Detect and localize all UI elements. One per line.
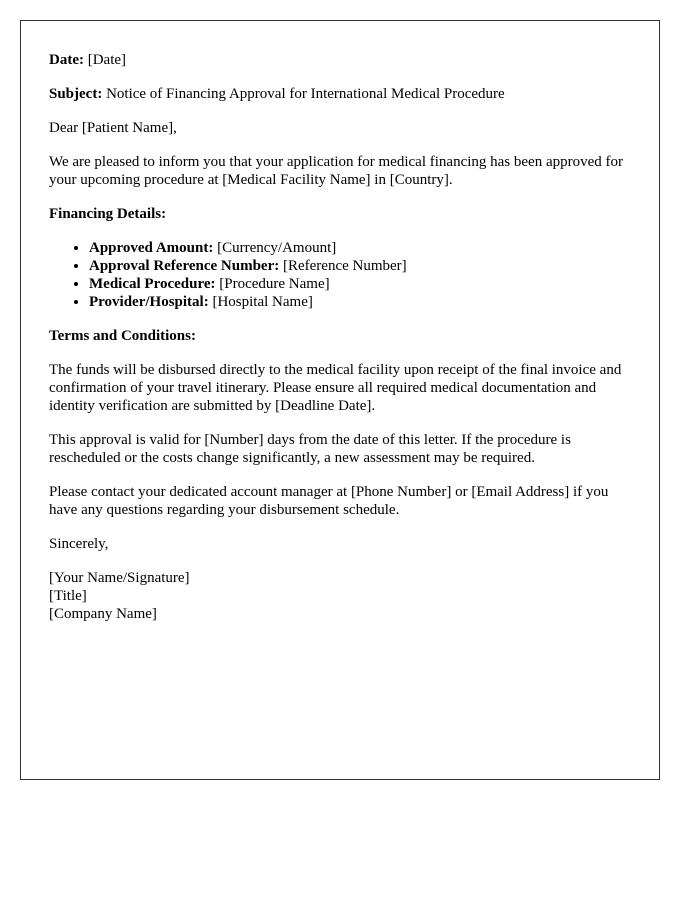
closing: Sincerely, — [49, 536, 109, 552]
item-label: Approval Reference Number: — [89, 258, 280, 274]
salutation: Dear [Patient Name], — [49, 120, 177, 136]
list-item-medical-procedure — [89, 275, 631, 293]
financing-details-list — [49, 239, 631, 311]
terms-paragraph-disbursement: The funds will be disbursed directly to the medical facility upon receipt of the final invoice and confirmation of your travel itinerary. Please ensure all required medical documentation and identity verification are submitted by [Deadline Date]. — [49, 362, 622, 414]
date-line — [49, 51, 631, 69]
subject-line — [49, 85, 631, 103]
terms-heading: Terms and Conditions: — [49, 328, 196, 344]
item-label: Medical Procedure: — [89, 276, 216, 292]
letter-document — [20, 20, 660, 780]
intro-paragraph: We are pleased to inform you that your application for medical financing has been approved for your upcoming procedure at [Medical Facility Name] in [Country]. — [49, 154, 623, 188]
signature-block — [49, 569, 631, 623]
subject-value: Notice of Financing Approval for International Medical Procedure — [106, 86, 505, 102]
item-label: Provider/Hospital: — [89, 294, 209, 310]
terms-paragraph-validity: This approval is valid for [Number] days from the date of this letter. If the procedure is rescheduled or the costs change significantly, a new assessment may be required. — [49, 432, 571, 466]
list-item-provider-hospital — [89, 293, 631, 311]
date-value: [Date] — [87, 52, 127, 68]
signature-name: [Your Name/Signature] — [49, 570, 190, 586]
list-item-approved-amount — [89, 239, 631, 257]
item-value: [Reference Number] — [283, 258, 407, 274]
signature-company: [Company Name] — [49, 606, 157, 622]
subject-label: Subject: — [49, 86, 103, 102]
item-value: [Procedure Name] — [219, 276, 330, 292]
item-value: [Hospital Name] — [212, 294, 313, 310]
list-item-reference-number — [89, 257, 631, 275]
terms-paragraph-contact: Please contact your dedicated account manager at [Phone Number] or [Email Address] if you have any questions regarding your disbursement schedule. — [49, 484, 609, 518]
date-label: Date: — [49, 52, 84, 68]
signature-title: [Title] — [49, 588, 87, 604]
item-label: Approved Amount: — [89, 240, 214, 256]
item-value: [Currency/Amount] — [217, 240, 337, 256]
financing-heading: Financing Details: — [49, 206, 167, 222]
